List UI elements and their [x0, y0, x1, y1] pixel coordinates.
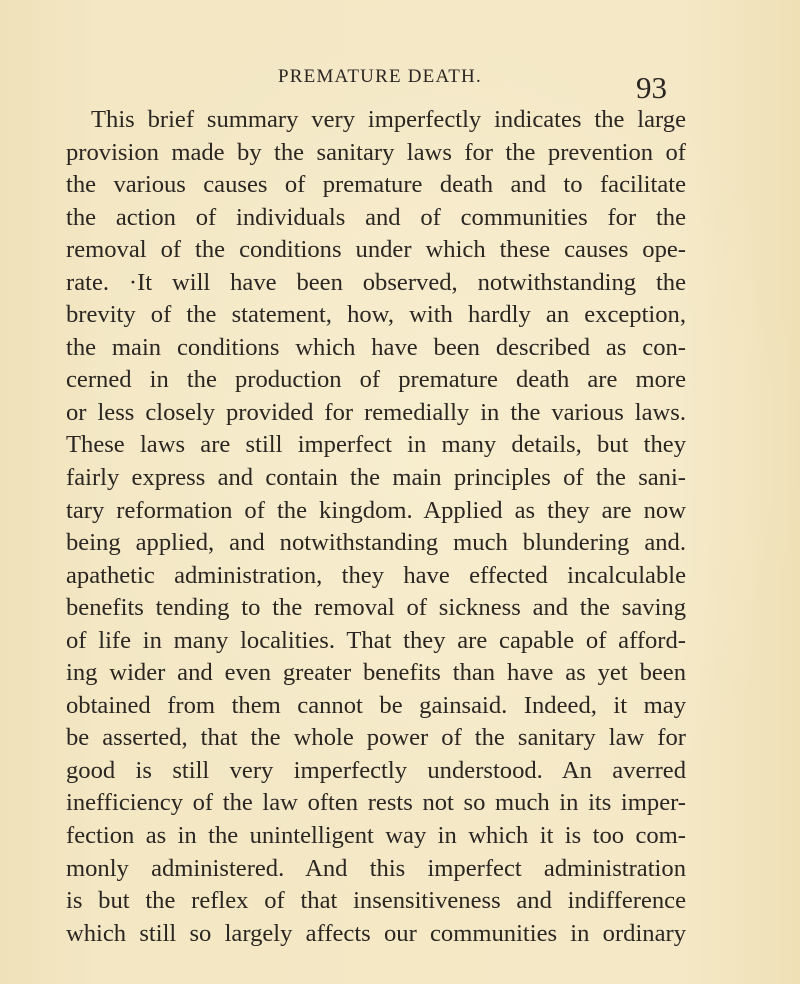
text-line: fairly express and contain the main principles of the sani-	[66, 464, 686, 492]
text-line: This brief summary very imperfectly indicates the large	[91, 106, 686, 133]
running-head-title: PREMATURE DEATH.	[278, 66, 482, 87]
text-line: tary reformation of the kingdom. Applied as they are now	[66, 496, 686, 524]
text-line: apathetic administration, they have effected incalculable	[66, 561, 686, 589]
text-line: These laws are still imperfect in many details, but they	[66, 431, 686, 459]
text-line: being applied, and notwithstanding much blundering and.	[66, 529, 686, 557]
text-line: be asserted, that the whole power of the sanitary law for	[66, 724, 686, 752]
text-line: cerned in the production of premature death are more	[66, 366, 686, 394]
text-line: ing wider and even greater benefits than have as yet been	[66, 659, 686, 687]
text-line: benefits tending to the removal of sickness and the saving	[66, 594, 686, 622]
text-line: inefficiency of the law often rests not so much in its imper-	[66, 789, 686, 817]
text-line: rate. ·It will have been observed, notwithstanding the	[66, 268, 686, 296]
text-line: brevity of the statement, how, with hardly an exception,	[66, 301, 686, 329]
text-line: the various causes of premature death and to facilitate	[66, 171, 686, 199]
text-line: the action of individuals and of communities for the	[66, 203, 686, 231]
text-line: the main conditions which have been described as con-	[66, 333, 686, 361]
text-line: of life in many localities. That they are capable of afford-	[66, 626, 686, 654]
text-line: provision made by the sanitary laws for the prevention of	[66, 138, 686, 166]
page-number: 93	[636, 70, 667, 105]
text-line: monly administered. And this imperfect administration	[66, 854, 686, 882]
text-line: is but the reflex of that insensitiveness and indifference	[66, 887, 686, 915]
text-line: obtained from them cannot be gainsaid. Indeed, it may	[66, 691, 686, 719]
text-line: which still so largely affects our communities in ordinary	[66, 919, 686, 947]
text-line: or less closely provided for remedially in the various laws.	[66, 398, 686, 426]
running-head	[0, 62, 800, 105]
body-paragraph	[66, 104, 686, 950]
text-line: fection as in the unintelligent way in which it is too com-	[66, 822, 686, 850]
text-line: removal of the conditions under which these causes ope-	[66, 236, 686, 264]
text-line: good is still very imperfectly understood. An averred	[66, 756, 686, 784]
